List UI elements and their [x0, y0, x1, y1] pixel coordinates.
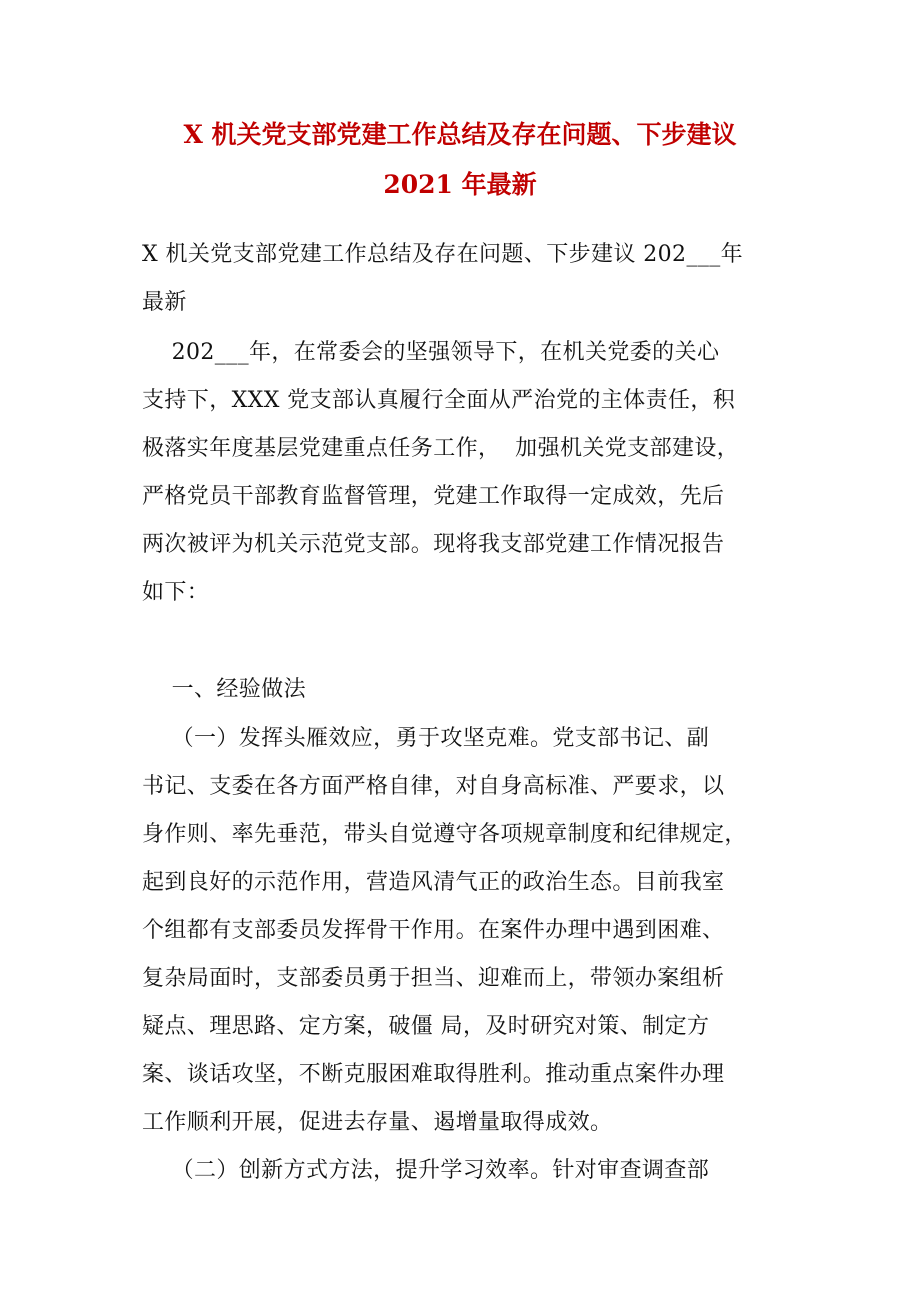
- text-line: （一）发挥头雁效应，勇于攻坚克难。党支部书记、副: [142, 726, 710, 751]
- text-line: 书记、支委在各方面严格自律，对自身高标准、严要求，以: [142, 774, 725, 799]
- text-line: 复杂局面时，支部委员勇于担当、迎难而上，带领办案组析: [142, 966, 725, 991]
- document-title-line-2: 2021 年最新: [383, 170, 537, 199]
- text-line: 如下：: [142, 580, 210, 605]
- text-line: 身作则、率先垂范，带头自觉遵守各项规章制度和纪律规定，: [142, 822, 747, 847]
- text-line: （二）创新方式方法，提升学习效率。针对审查调查部: [142, 1158, 710, 1183]
- section-heading: 一、经验做法: [142, 677, 306, 702]
- text-line: 严格党员干部教育监督管理，党建工作取得一定成效，先后: [142, 484, 725, 509]
- text-line: 202___年，在常委会的坚强领导下，在机关党委的关心: [142, 340, 720, 365]
- text-line: 极落实年度基层党建重点任务工作， 加强机关党支部建设，: [142, 436, 740, 461]
- text-line: 案、谈话攻坚，不断克服困难取得胜利。推动重点案件办理: [142, 1062, 725, 1087]
- text-line: 两次被评为机关示范党支部。现将我支部党建工作情况报告: [142, 532, 725, 557]
- text-line: 个组都有支部委员发挥骨干作用。在案件办理中遇到困难、: [142, 918, 725, 943]
- text-line: 起到良好的示范作用，营造风清气正的政治生态。目前我室: [142, 870, 725, 895]
- text-line: 支持下，XXX 党支部认真履行全面从严治党的主体责任，积: [142, 388, 736, 413]
- text-line: 疑点、理思路、定方案，破僵 局，及时研究对策、制定方: [142, 1014, 710, 1039]
- text-line: 最新: [142, 290, 187, 315]
- document-title-line-1: X 机关党支部党建工作总结及存在问题、下步建议: [183, 120, 737, 149]
- text-line: X 机关党支部党建工作总结及存在问题、下步建议 202___年: [142, 242, 744, 267]
- text-line: 工作顺利开展，促进去存量、遏增量取得成效。: [142, 1110, 613, 1135]
